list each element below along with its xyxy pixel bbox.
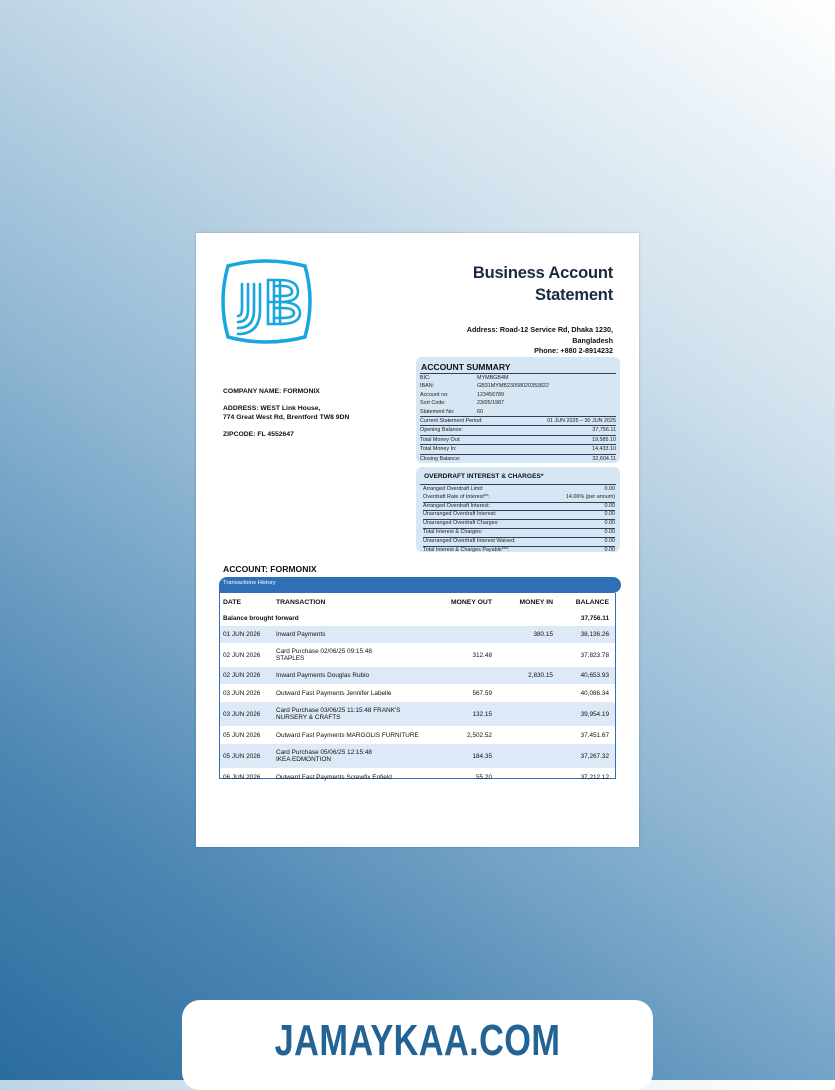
overdraft-row: Unarranged Overdraft Charges: 0.00	[423, 520, 615, 527]
summary-row-bic: BIC: MYMBGB4M	[420, 375, 509, 381]
col-transaction: TRANSACTION	[276, 598, 326, 606]
company-zipcode: ZIPCODE: FL 4552647	[223, 430, 294, 438]
summary-row-iban: IBAN: GB31MYMB23058020353822	[420, 383, 549, 390]
table-row: 01 JUN 2026 Inward Payments 380.15 38,136.26	[220, 626, 615, 643]
col-date: DATE	[223, 598, 241, 606]
summary-row-account-no: Account no: 123456789	[420, 391, 504, 398]
transactions-table-box	[219, 593, 616, 779]
summary-row-closing: Closing Balance: 32,604.11	[420, 455, 616, 462]
table-row: 05 JUN 2026 Card Purchase 05/06/25 12:15:48 IKEA EDMONTION 184.35 37,267.32	[220, 744, 615, 768]
company-details	[223, 388, 349, 448]
summary-row-statement-no: Statement No: 60	[420, 408, 483, 415]
col-balance: BALANCE	[575, 598, 609, 606]
statement-page	[196, 233, 639, 847]
table-row: 03 JUN 2026 Card Purchase 03/06/25 11:15:48 FRANK'S NURSERY & CRAFTS 132.15 39,954.19	[220, 702, 615, 726]
overdraft-row: Arranged Overdraft Limit: 0.00	[423, 486, 615, 492]
overdraft-heading: OVERDRAFT INTEREST & CHARGES*	[424, 473, 544, 480]
account-label: ACCOUNT: FORMONIX	[223, 564, 317, 574]
overdraft-panel	[416, 467, 620, 552]
table-row: 02 JUN 2026 Inward Payments Douglas Rubio 2,830.15 40,653.93	[220, 667, 615, 684]
company-address: ADDRESS: WEST Link House, 774 Great West Rd, Brentford TW8 9DN	[223, 405, 350, 421]
document-title: Business Account Statement	[472, 264, 613, 304]
overdraft-row: Unarranged Overdraft Interest Waived: 0.00	[423, 537, 615, 544]
overdraft-row: Overdraft Rate of Interest**: 14.06% (per annum)	[423, 493, 615, 500]
table-row: 05 JUN 2026 Outward Fast Payments MARGOLIS FURNITURE 2,502.52 37,451.67	[223, 731, 609, 739]
account-summary-panel	[416, 357, 620, 463]
bank-address: Address: Road-12 Service Rd, Dhaka 1230, Bangladesh Phone: +880 2-8914232	[423, 325, 613, 357]
summary-row-period: Current Statement Period: 01 JUN 2025 – 30 JUN 2025	[420, 417, 616, 424]
transactions-section-title: Transactions History	[219, 577, 621, 593]
col-money-in: MONEY IN	[519, 598, 553, 606]
overdraft-row: Arranged Overdraft Interest: 0.00	[423, 502, 615, 509]
table-header-row	[220, 593, 615, 611]
summary-heading: ACCOUNT SUMMARY	[421, 362, 511, 372]
col-money-out: MONEY OUT	[450, 598, 492, 606]
summary-row-opening: Opening Balance: 37,756.11	[420, 427, 616, 434]
company-name: COMPANY NAME: FORMONIX	[223, 388, 320, 395]
table-row: 03 JUN 2026 Outward Fast Payments Jennifer Labelle 567.59 40,086.34	[223, 689, 609, 697]
summary-row-money-out: Total Money Out: 19,585.10	[420, 436, 616, 443]
overdraft-row: Unarranged Overdraft Interest: 0.00	[423, 511, 615, 518]
watermark-banner	[182, 1000, 653, 1090]
bank-phone: Phone: +880 2-8914232	[534, 346, 613, 355]
bank-logo-icon	[218, 258, 315, 345]
summary-row-sort-code: Sort Code: 23/05/1987	[420, 400, 504, 407]
table-row: 02 JUN 2026 Card Purchase 02/06/25 09:15:48 STAPLES 312.48 37,823.78	[223, 648, 609, 662]
overdraft-row: Total Interest & Charges Payable***: 0.00	[423, 546, 615, 553]
table-row: Balance brought forward 37,756.11	[223, 615, 609, 622]
overdraft-row: Total Interest & Charges: 0.00	[423, 528, 615, 535]
watermark-text: JAMAYKAA.COM	[274, 1016, 561, 1065]
summary-row-money-in: Total Money In: 14,433.10	[420, 446, 616, 453]
transactions-table	[220, 593, 615, 786]
table-row: 06 JUN 2026 Outward Fast Payments Screwfix Enfield 55.20 37,212.12	[223, 773, 609, 781]
